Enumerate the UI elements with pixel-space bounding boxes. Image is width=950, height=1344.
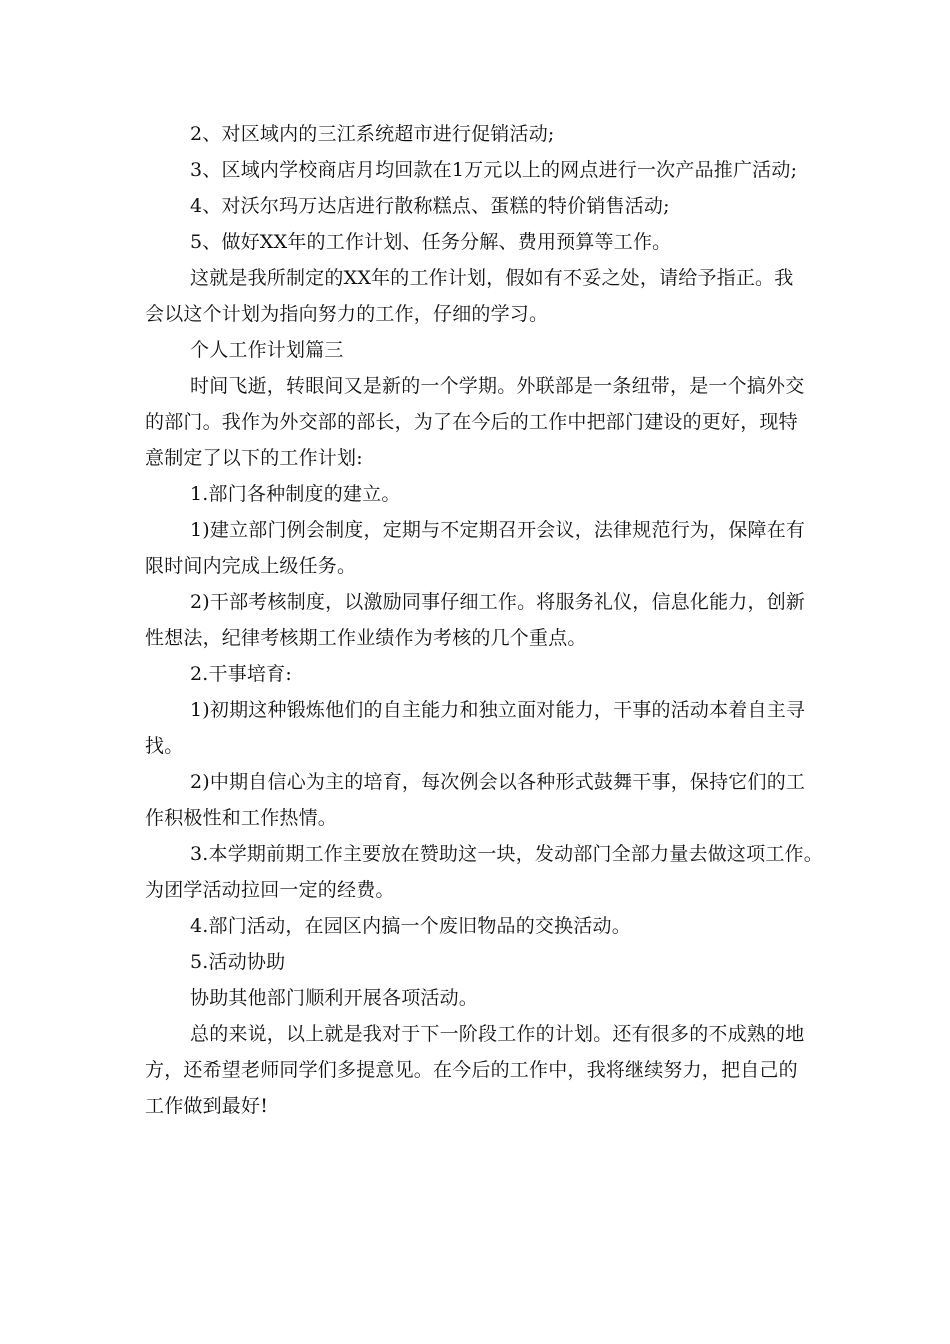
list-item: 4、对沃尔玛万达店进行散称糕点、蛋糕的特价销售活动;: [190, 195, 670, 217]
list-item: 1)建立部门例会制度，定期与不定期召开会议，法律规范行为，保障在有: [190, 519, 806, 541]
paragraph-line: 性想法，纪律考核期工作业绩作为考核的几个重点。: [145, 627, 587, 649]
document-body: [145, 116, 823, 1124]
paragraph-line: 工作做到最好!: [145, 1095, 269, 1117]
paragraph-line: 总的来说，以上就是我对于下一阶段工作的计划。还有很多的不成熟的地: [190, 1023, 805, 1045]
paragraph-line: 时间飞逝，转眼间又是新的一个学期。外联部是一条纽带，是一个搞外交: [190, 375, 805, 397]
list-item: 2、对区域内的三江系统超市进行促销活动;: [190, 123, 555, 145]
paragraph-line: 意制定了以下的工作计划:: [145, 447, 363, 469]
paragraph-line: 的部门。我作为外交部的部长，为了在今后的工作中把部门建设的更好，现特: [145, 411, 798, 433]
paragraph-line: 协助其他部门顺利开展各项活动。: [190, 987, 479, 1009]
list-item: 3、区域内学校商店月均回款在1万元以上的网点进行一次产品推广活动;: [190, 159, 798, 181]
list-item: 5.活动协助: [190, 951, 286, 973]
paragraph-line: 找。: [145, 735, 184, 757]
list-item: 5、做好XX年的工作计划、任务分解、费用预算等工作。: [190, 231, 672, 253]
paragraph-line: 这就是我所制定的XX年的工作计划，假如有不妥之处，请给予指正。我: [190, 267, 794, 289]
list-item: 1.部门各种制度的建立。: [190, 483, 401, 505]
section-heading: 个人工作计划篇三: [190, 339, 344, 361]
paragraph-line: 会以这个计划为指向努力的工作，仔细的学习。: [145, 303, 549, 325]
paragraph-line: 作积极性和工作热情。: [145, 807, 338, 829]
paragraph-line: 限时间内完成上级任务。: [145, 555, 357, 577]
list-item: 1)初期这种锻炼他们的自主能力和独立面对能力，干事的活动本着自主寻: [190, 699, 806, 721]
paragraph-line: 为团学活动拉回一定的经费。: [145, 879, 395, 901]
list-item: 2.干事培育:: [190, 663, 292, 685]
list-item: 2)干部考核制度，以激励同事仔细工作。将服务礼仪，信息化能力，创新: [190, 591, 806, 613]
paragraph-line: 方，还希望老师同学们多提意见。在今后的工作中，我将继续努力，把自己的: [145, 1059, 798, 1081]
list-item: 2)中期自信心为主的培育，每次例会以各种形式鼓舞干事，保持它们的工: [190, 771, 806, 793]
list-item: 4.部门活动，在园区内搞一个废旧物品的交换活动。: [190, 915, 631, 937]
list-item: 3.本学期前期工作主要放在赞助这一块，发动部门全部力量去做这项工作。: [190, 843, 823, 865]
